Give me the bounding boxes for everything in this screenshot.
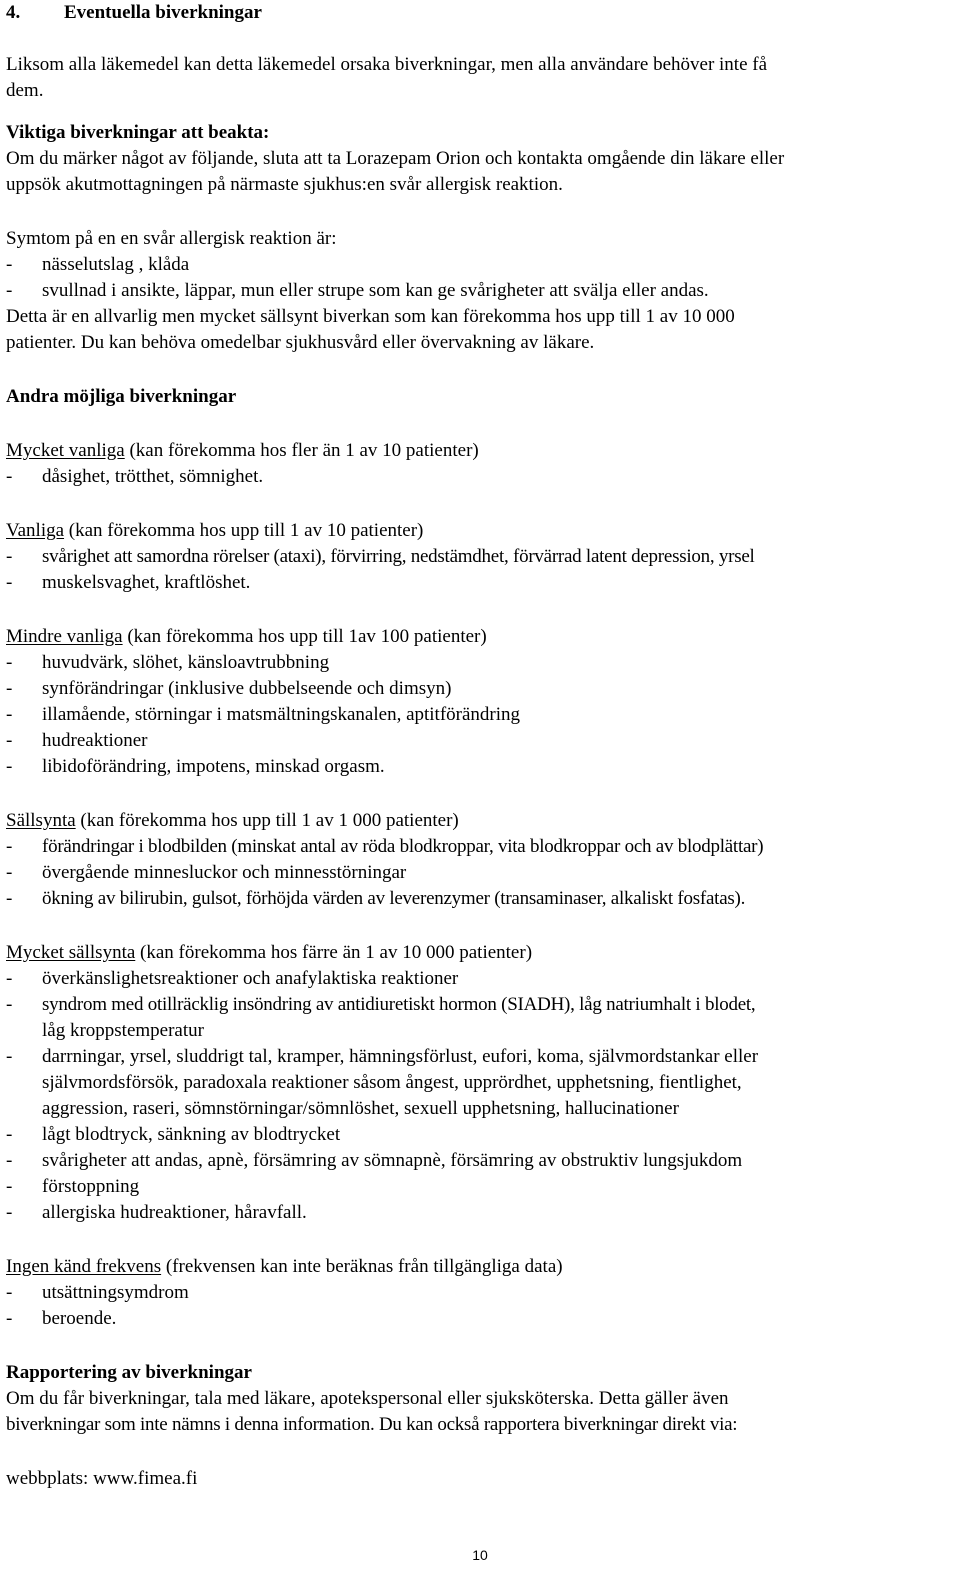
- list-dash: -: [6, 572, 13, 593]
- list-dash: -: [6, 254, 13, 275]
- list-dash: -: [6, 1150, 13, 1171]
- frequency-label: Vanliga: [6, 520, 65, 541]
- list-dash: -: [6, 968, 13, 989]
- side-effect-item: övergående minnesluckor och minnesstörningar: [42, 862, 407, 883]
- reporting-text: biverkningar som inte nämns i denna information. Du kan också rapportera biverkningar direkt via:: [6, 1414, 738, 1435]
- frequency-label: Mindre vanliga: [6, 626, 123, 647]
- side-effect-item: libidoförändring, impotens, minskad orgasm.: [42, 756, 385, 777]
- list-dash: -: [6, 1308, 13, 1329]
- intro-line: Liksom alla läkemedel kan detta läkemedel orsaka biverkningar, men alla användare behöver inte få: [6, 54, 768, 75]
- list-dash: -: [6, 756, 13, 777]
- side-effect-item: hudreaktioner: [42, 730, 148, 751]
- side-effect-item: svårigheter att andas, apnè, försämring av sömnapnè, försämring av obstruktiv lungsjukdom: [42, 1150, 743, 1171]
- frequency-label: Sällsynta: [6, 810, 76, 831]
- side-effect-item: huvudvärk, slöhet, känsloavtrubbning: [42, 652, 330, 673]
- website-link[interactable]: webbplats: www.fimea.fi: [6, 1468, 198, 1489]
- section-number: 4.: [6, 2, 21, 23]
- side-effect-item: muskelsvaghet, kraftlöshet.: [42, 572, 251, 593]
- important-note: Detta är en allvarlig men mycket sällsynt biverkan som kan förekomma hos upp till 1 av 10 000: [6, 306, 735, 327]
- important-text: Om du märker något av följande, sluta att ta Lorazepam Orion och kontakta omgående din läkare eller: [6, 148, 785, 169]
- frequency-heading: [6, 808, 459, 834]
- side-effect-item: svårighet att samordna rörelser (ataxi), förvirring, nedstämdhet, förvärrad latent depression, yrsel: [42, 546, 755, 567]
- frequency-description: (kan förekomma hos fler än 1 av 10 patienter): [124, 440, 479, 461]
- page-number: 10: [472, 1547, 488, 1563]
- frequency-label: Mycket sällsynta: [6, 942, 136, 963]
- list-dash: -: [6, 1282, 13, 1303]
- symptom-item: svullnad i ansikte, läppar, mun eller strupe som kan ge svårigheter att svälja eller andas.: [42, 280, 709, 301]
- side-effect-item: darrningar, yrsel, sluddrigt tal, kramper, hämningsförlust, eufori, koma, självmordstankar eller: [42, 1046, 759, 1067]
- reporting-heading: Rapportering av biverkningar: [6, 1362, 252, 1383]
- frequency-heading: [6, 438, 479, 464]
- frequency-heading: [6, 940, 532, 966]
- list-dash: -: [6, 678, 13, 699]
- list-dash: -: [6, 1176, 13, 1197]
- side-effect-item: allergiska hudreaktioner, håravfall.: [42, 1202, 307, 1223]
- frequency-description: (frekvensen kan inte beräknas från tillgängliga data): [161, 1256, 563, 1277]
- list-dash: -: [6, 888, 13, 909]
- frequency-description: (kan förekomma hos upp till 1 av 10 patienter): [64, 520, 424, 541]
- frequency-heading: [6, 518, 423, 544]
- list-dash: -: [6, 994, 13, 1015]
- list-dash: -: [6, 466, 13, 487]
- list-dash: -: [6, 704, 13, 725]
- list-dash: -: [6, 1124, 13, 1145]
- frequency-description: (kan förekomma hos upp till 1av 100 patienter): [122, 626, 487, 647]
- frequency-description: (kan förekomma hos upp till 1 av 1 000 patienter): [75, 810, 459, 831]
- side-effect-item: illamående, störningar i matsmältningskanalen, aptitförändring: [42, 704, 521, 725]
- symptom-item: nässelutslag , klåda: [42, 254, 190, 275]
- section-title: Eventuella biverkningar: [64, 2, 262, 23]
- reporting-text: Om du får biverkningar, tala med läkare, apotekspersonal eller sjuksköterska. Detta gäller även: [6, 1388, 729, 1409]
- list-dash: -: [6, 280, 13, 301]
- frequency-heading: [6, 624, 487, 650]
- side-effect-item: överkänslighetsreaktioner och anafylaktiska reaktioner: [42, 968, 459, 989]
- list-dash: -: [6, 652, 13, 673]
- side-effect-item: synförändringar (inklusive dubbelseende och dimsyn): [42, 678, 452, 699]
- side-effect-item-continued: självmordsförsök, paradoxala reaktioner såsom ångest, upprördhet, upphetsning, fientlighet,: [42, 1072, 742, 1093]
- side-effect-item: lågt blodtryck, sänkning av blodtrycket: [42, 1124, 341, 1145]
- frequency-label: Ingen känd frekvens: [6, 1256, 162, 1277]
- list-dash: -: [6, 1046, 13, 1067]
- frequency-heading: [6, 1254, 563, 1280]
- side-effect-item: beroende.: [42, 1308, 117, 1329]
- side-effect-item: ökning av bilirubin, gulsot, förhöjda värden av leverenzymer (transaminaser, alkaliskt fosfatas).: [42, 888, 746, 909]
- frequency-description: (kan förekomma hos färre än 1 av 10 000 patienter): [135, 942, 533, 963]
- side-effect-item: syndrom med otillräcklig insöndring av antidiuretiskt hormon (SIADH), låg natriumhalt i blodet,: [42, 994, 756, 1015]
- frequency-label: Mycket vanliga: [6, 440, 125, 461]
- other-heading: Andra möjliga biverkningar: [6, 386, 237, 407]
- list-dash: -: [6, 836, 13, 857]
- list-dash: -: [6, 546, 13, 567]
- important-note: patienter. Du kan behöva omedelbar sjukhusvård eller övervakning av läkare.: [6, 332, 595, 353]
- side-effect-item: förstoppning: [42, 1176, 140, 1197]
- side-effect-item: utsättningsymdrom: [42, 1282, 189, 1303]
- section-heading: [6, 0, 262, 26]
- list-dash: -: [6, 1202, 13, 1223]
- side-effect-item: förändringar i blodbilden (minskat antal av röda blodkroppar, vita blodkroppar och av blodplättar): [42, 836, 764, 857]
- side-effect-item: dåsighet, trötthet, sömnighet.: [42, 466, 264, 487]
- important-text: uppsök akutmottagningen på närmaste sjukhus:en svår allergisk reaktion.: [6, 174, 563, 195]
- symptoms-intro: Symtom på en en svår allergisk reaktion är:: [6, 228, 337, 249]
- list-dash: -: [6, 862, 13, 883]
- intro-line: dem.: [6, 80, 44, 101]
- side-effect-item-continued: aggression, raseri, sömnstörningar/sömnlöshet, sexuell upphetsning, hallucinationer: [42, 1098, 679, 1119]
- list-dash: -: [6, 730, 13, 751]
- side-effect-item-continued: låg kroppstemperatur: [42, 1020, 204, 1041]
- important-heading: Viktiga biverkningar att beakta:: [6, 122, 270, 143]
